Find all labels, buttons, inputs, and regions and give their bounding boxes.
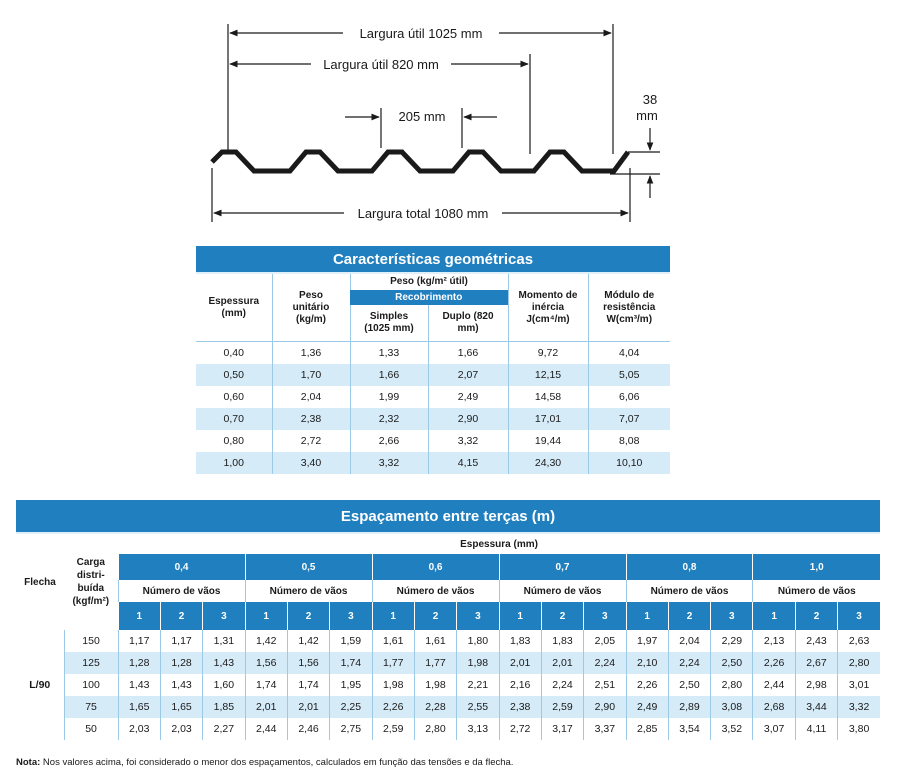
table-row: [196, 342, 670, 365]
cell-peso-duplo: 2,07: [428, 364, 508, 386]
cell-spacing: 3,37: [584, 718, 626, 740]
cell-spacing: 2,63: [838, 630, 880, 652]
table1-title: Características geométricas: [196, 246, 670, 273]
cell-spacing: 1,28: [160, 652, 202, 674]
thickness-header: 0,4: [118, 554, 245, 580]
vao-number-header: 3: [457, 602, 499, 630]
num-vaos-header: Número de vãos: [372, 580, 499, 602]
cell-flecha: L/90: [16, 630, 64, 740]
cell-spacing: 2,16: [499, 674, 541, 696]
cell-spacing: 1,65: [118, 696, 160, 718]
cell-spacing: 1,98: [457, 652, 499, 674]
cell-spacing: 1,43: [160, 674, 202, 696]
num-vaos-header: Número de vãos: [499, 580, 626, 602]
cell-peso-duplo: 1,66: [428, 342, 508, 365]
header-espessura: Espessura (mm): [196, 273, 272, 342]
cell-espessura: 0,60: [196, 386, 272, 408]
header-simples: Simples (1025 mm): [350, 305, 428, 342]
cell-spacing: 1,42: [287, 630, 329, 652]
cell-espessura: 0,80: [196, 430, 272, 452]
cell-espessura: 0,50: [196, 364, 272, 386]
cell-spacing: 3,07: [753, 718, 795, 740]
table-row: [196, 452, 670, 474]
cell-modulo-resistencia: 10,10: [588, 452, 670, 474]
vao-number-header: 2: [287, 602, 329, 630]
thickness-header: 0,6: [372, 554, 499, 580]
thickness-header: 0,5: [245, 554, 372, 580]
cell-spacing: 2,24: [584, 652, 626, 674]
cell-spacing: 1,17: [160, 630, 202, 652]
cell-spacing: 2,59: [541, 696, 583, 718]
cell-spacing: 1,43: [118, 674, 160, 696]
table-row: [16, 652, 880, 674]
cell-peso-unitario: 1,36: [272, 342, 350, 365]
cell-spacing: 1,74: [245, 674, 287, 696]
cell-spacing: 2,43: [795, 630, 837, 652]
cell-spacing: 1,28: [118, 652, 160, 674]
profile-diagram: [0, 0, 900, 240]
vao-number-header: 2: [668, 602, 710, 630]
header-espessura: Espessura (mm): [118, 533, 880, 554]
cell-spacing: 2,46: [287, 718, 329, 740]
trapezoidal-profile: [212, 152, 628, 171]
cell-peso-duplo: 2,90: [428, 408, 508, 430]
cell-spacing: 2,25: [330, 696, 372, 718]
cell-spacing: 1,77: [372, 652, 414, 674]
vao-number-header: 2: [414, 602, 456, 630]
cell-carga: 125: [64, 652, 118, 674]
cell-peso-duplo: 4,15: [428, 452, 508, 474]
cell-spacing: 1,77: [414, 652, 456, 674]
footnote: [16, 757, 513, 768]
cell-carga: 100: [64, 674, 118, 696]
table-row: [196, 408, 670, 430]
cell-spacing: 1,65: [160, 696, 202, 718]
cell-spacing: 2,85: [626, 718, 668, 740]
num-vaos-header: Número de vãos: [118, 580, 245, 602]
cell-spacing: 3,32: [838, 696, 880, 718]
header-modulo-resistencia: Módulo de resistência W(cm³/m): [588, 273, 670, 342]
cell-peso-unitario: 2,72: [272, 430, 350, 452]
header-recobrimento: Recobrimento: [350, 290, 508, 305]
vao-number-header: 3: [584, 602, 626, 630]
cell-spacing: 1,74: [330, 652, 372, 674]
cell-peso-simples: 1,99: [350, 386, 428, 408]
footnote-text: Nos valores acima, foi considerado o menor dos espaçamentos, calculados em função das tensões e da flecha.: [40, 757, 514, 768]
cell-espessura: 0,40: [196, 342, 272, 365]
geometric-characteristics-table: [196, 246, 670, 474]
cell-spacing: 2,80: [838, 652, 880, 674]
cell-peso-duplo: 3,32: [428, 430, 508, 452]
header-duplo: Duplo (820 mm): [428, 305, 508, 342]
cell-spacing: 2,05: [584, 630, 626, 652]
cell-spacing: 2,75: [330, 718, 372, 740]
cell-spacing: 4,11: [795, 718, 837, 740]
cell-spacing: 3,13: [457, 718, 499, 740]
cell-peso-unitario: 1,70: [272, 364, 350, 386]
cell-modulo-resistencia: 4,04: [588, 342, 670, 365]
cell-peso-unitario: 2,04: [272, 386, 350, 408]
cell-carga: 75: [64, 696, 118, 718]
cell-spacing: 1,61: [372, 630, 414, 652]
cell-spacing: 2,13: [753, 630, 795, 652]
cell-spacing: 2,24: [541, 674, 583, 696]
cell-spacing: 2,90: [584, 696, 626, 718]
cell-spacing: 2,24: [668, 652, 710, 674]
cell-spacing: 2,80: [711, 674, 753, 696]
cell-spacing: 2,01: [287, 696, 329, 718]
cell-spacing: 1,17: [118, 630, 160, 652]
cell-spacing: 2,72: [499, 718, 541, 740]
cell-spacing: 2,59: [372, 718, 414, 740]
cell-spacing: 1,56: [287, 652, 329, 674]
cell-spacing: 2,67: [795, 652, 837, 674]
cell-spacing: 3,52: [711, 718, 753, 740]
cell-spacing: 2,03: [118, 718, 160, 740]
header-flecha: Flecha: [16, 533, 64, 630]
cell-spacing: 2,38: [499, 696, 541, 718]
vao-number-header: 1: [372, 602, 414, 630]
cell-momento-inercia: 17,01: [508, 408, 588, 430]
cell-spacing: 1,56: [245, 652, 287, 674]
table2-title: Espaçamento entre terças (m): [16, 500, 880, 533]
cell-modulo-resistencia: 8,08: [588, 430, 670, 452]
table-row: [16, 718, 880, 740]
cell-peso-unitario: 3,40: [272, 452, 350, 474]
dim-38-label: 38: [642, 92, 658, 107]
cell-spacing: 1,42: [245, 630, 287, 652]
cell-spacing: 1,95: [330, 674, 372, 696]
num-vaos-header: Número de vãos: [626, 580, 753, 602]
cell-spacing: 2,68: [753, 696, 795, 718]
cell-spacing: 1,74: [287, 674, 329, 696]
table-row: [196, 430, 670, 452]
cell-spacing: 2,01: [541, 652, 583, 674]
table-row: [196, 386, 670, 408]
cell-modulo-resistencia: 6,06: [588, 386, 670, 408]
dim-1080-label: Largura total 1080 mm: [357, 206, 489, 221]
cell-spacing: 2,98: [795, 674, 837, 696]
cell-espessura: 1,00: [196, 452, 272, 474]
cell-carga: 150: [64, 630, 118, 652]
cell-spacing: 2,26: [372, 696, 414, 718]
cell-modulo-resistencia: 5,05: [588, 364, 670, 386]
cell-spacing: 2,21: [457, 674, 499, 696]
cell-spacing: 2,50: [711, 652, 753, 674]
cell-spacing: 1,61: [414, 630, 456, 652]
cell-spacing: 1,59: [330, 630, 372, 652]
header-peso-util: Peso (kg/m² útil): [350, 273, 508, 290]
cell-spacing: 2,01: [499, 652, 541, 674]
cell-carga: 50: [64, 718, 118, 740]
cell-spacing: 1,43: [203, 652, 245, 674]
table-row: [16, 696, 880, 718]
cell-momento-inercia: 12,15: [508, 364, 588, 386]
cell-spacing: 2,01: [245, 696, 287, 718]
thickness-header: 1,0: [753, 554, 880, 580]
cell-spacing: 2,28: [414, 696, 456, 718]
vao-number-header: 1: [499, 602, 541, 630]
thickness-header: 0,7: [499, 554, 626, 580]
vao-number-header: 1: [753, 602, 795, 630]
cell-spacing: 2,29: [711, 630, 753, 652]
dim-205-label: 205 mm: [398, 109, 446, 124]
cell-spacing: 2,26: [753, 652, 795, 674]
dim-1025-label: Largura útil 1025 mm: [359, 26, 483, 41]
cell-momento-inercia: 19,44: [508, 430, 588, 452]
dim-820-label: Largura útil 820 mm: [323, 57, 439, 72]
vao-number-header: 2: [541, 602, 583, 630]
header-carga: Carga distri-buída (kgf/m²): [64, 533, 118, 630]
cell-peso-simples: 1,33: [350, 342, 428, 365]
cell-spacing: 1,83: [499, 630, 541, 652]
cell-spacing: 1,98: [372, 674, 414, 696]
cell-spacing: 1,98: [414, 674, 456, 696]
cell-spacing: 3,01: [838, 674, 880, 696]
vao-number-header: 3: [203, 602, 245, 630]
cell-spacing: 1,60: [203, 674, 245, 696]
cell-spacing: 2,44: [753, 674, 795, 696]
cell-peso-simples: 2,32: [350, 408, 428, 430]
cell-spacing: 2,51: [584, 674, 626, 696]
cell-spacing: 2,04: [668, 630, 710, 652]
vao-number-header: 1: [245, 602, 287, 630]
cell-spacing: 2,26: [626, 674, 668, 696]
cell-spacing: 2,27: [203, 718, 245, 740]
cell-spacing: 1,80: [457, 630, 499, 652]
cell-peso-unitario: 2,38: [272, 408, 350, 430]
dim-38-unit-label: mm: [636, 108, 658, 123]
footnote-label: Nota:: [16, 757, 41, 768]
table-row: [196, 364, 670, 386]
purlin-spacing-table: [16, 500, 880, 740]
header-momento-inercia: Momento de inércia J(cm⁴/m): [508, 273, 588, 342]
cell-spacing: 1,85: [203, 696, 245, 718]
cell-spacing: 2,44: [245, 718, 287, 740]
cell-peso-duplo: 2,49: [428, 386, 508, 408]
cell-spacing: 2,55: [457, 696, 499, 718]
cell-spacing: 2,49: [626, 696, 668, 718]
cell-momento-inercia: 14,58: [508, 386, 588, 408]
vao-number-header: 3: [330, 602, 372, 630]
cell-peso-simples: 1,66: [350, 364, 428, 386]
vao-number-header: 1: [118, 602, 160, 630]
cell-spacing: 2,10: [626, 652, 668, 674]
vao-number-header: 2: [795, 602, 837, 630]
cell-spacing: 3,44: [795, 696, 837, 718]
cell-spacing: 3,80: [838, 718, 880, 740]
cell-spacing: 1,83: [541, 630, 583, 652]
cell-peso-simples: 3,32: [350, 452, 428, 474]
cell-momento-inercia: 9,72: [508, 342, 588, 365]
cell-spacing: 2,89: [668, 696, 710, 718]
table-row: [16, 674, 880, 696]
cell-spacing: 1,31: [203, 630, 245, 652]
cell-spacing: 2,50: [668, 674, 710, 696]
vao-number-header: 3: [711, 602, 753, 630]
num-vaos-header: Número de vãos: [245, 580, 372, 602]
cell-spacing: 3,17: [541, 718, 583, 740]
cell-spacing: 3,54: [668, 718, 710, 740]
vao-number-header: 3: [838, 602, 880, 630]
cell-peso-simples: 2,66: [350, 430, 428, 452]
cell-momento-inercia: 24,30: [508, 452, 588, 474]
num-vaos-header: Número de vãos: [753, 580, 880, 602]
table-row: [16, 630, 880, 652]
header-peso-unitario: Peso unitário (kg/m): [272, 273, 350, 342]
cell-spacing: 2,80: [414, 718, 456, 740]
cell-spacing: 1,97: [626, 630, 668, 652]
cell-modulo-resistencia: 7,07: [588, 408, 670, 430]
vao-number-header: 1: [626, 602, 668, 630]
cell-spacing: 2,03: [160, 718, 202, 740]
cell-spacing: 3,08: [711, 696, 753, 718]
cell-espessura: 0,70: [196, 408, 272, 430]
thickness-header: 0,8: [626, 554, 753, 580]
vao-number-header: 2: [160, 602, 202, 630]
